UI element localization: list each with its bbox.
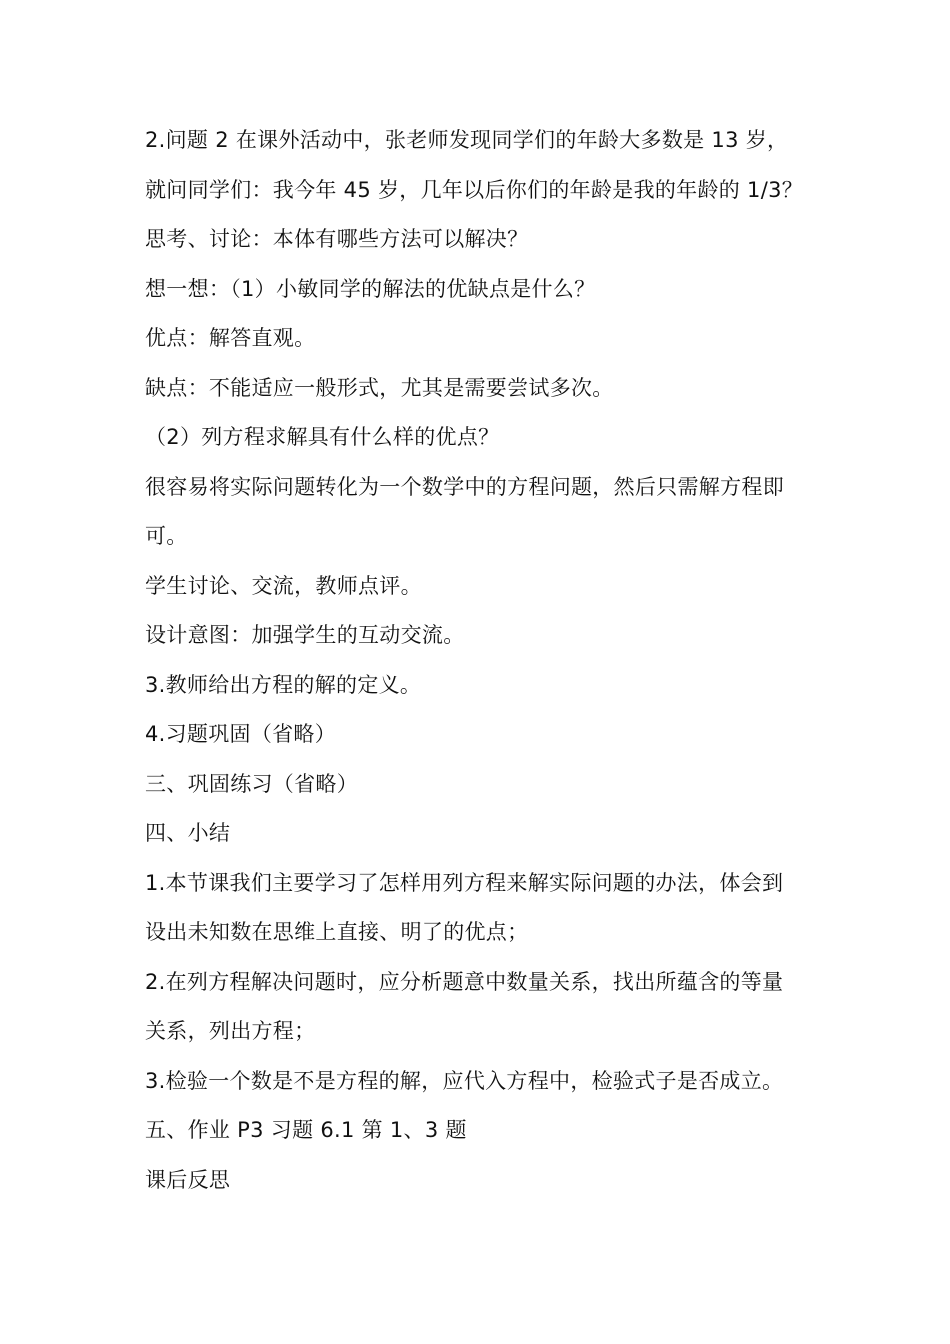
definition-line: 3.教师给出方程的解的定义。 <box>145 672 422 697</box>
equation-advantage-line-2: 可。 <box>145 524 188 548</box>
document-body <box>145 116 825 1205</box>
problem-2-line-1: 2.问题 2 在课外活动中，张老师发现同学们的年龄大多数是 13 岁， <box>145 128 789 152</box>
problem-2-line-2: 就问同学们：我今年 45 岁，几年以后你们的年龄是我的年龄的 1/3？ <box>145 177 804 202</box>
student-discussion-line: 学生讨论、交流，教师点评。 <box>145 573 422 598</box>
discussion-prompt: 思考、讨论：本体有哪些方法可以解决？ <box>145 227 529 251</box>
reflection-heading: 课后反思 <box>145 1167 231 1192</box>
disadvantages-line: 缺点：不能适应一般形式，尤其是需要尝试多次。 <box>145 375 614 400</box>
think-question-2: （2）列方程求解具有什么样的优点？ <box>145 425 500 449</box>
exercise-consolidation-line: 4.习题巩固（省略） <box>145 722 337 746</box>
section-4-heading: 四、小结 <box>145 821 231 845</box>
summary-2-line-2: 关系，列出方程； <box>145 1019 316 1043</box>
summary-1-line-2: 设出未知数在思维上直接、明了的优点； <box>145 920 529 944</box>
summary-1-line-1: 1.本节课我们主要学习了怎样用列方程来解实际问题的办法，体会到 <box>145 870 784 895</box>
summary-3-line: 3.检验一个数是不是方程的解，应代入方程中，检验式子是否成立。 <box>145 1068 784 1093</box>
equation-advantage-line-1: 很容易将实际问题转化为一个数学中的方程问题，然后只需解方程即 <box>145 474 784 499</box>
think-question-1: 想一想：（1）小敏同学的解法的优缺点是什么？ <box>145 276 596 301</box>
advantages-line: 优点：解答直观。 <box>145 326 316 350</box>
homework-line: 五、作业 P3 习题 6.1 第 1、3 题 <box>145 1118 467 1142</box>
section-3-heading: 三、巩固练习（省略） <box>145 771 358 796</box>
design-intent-line: 设计意图：加强学生的互动交流。 <box>145 623 465 647</box>
summary-2-line-1: 2.在列方程解决问题时，应分析题意中数量关系，找出所蕴含的等量 <box>145 969 784 994</box>
